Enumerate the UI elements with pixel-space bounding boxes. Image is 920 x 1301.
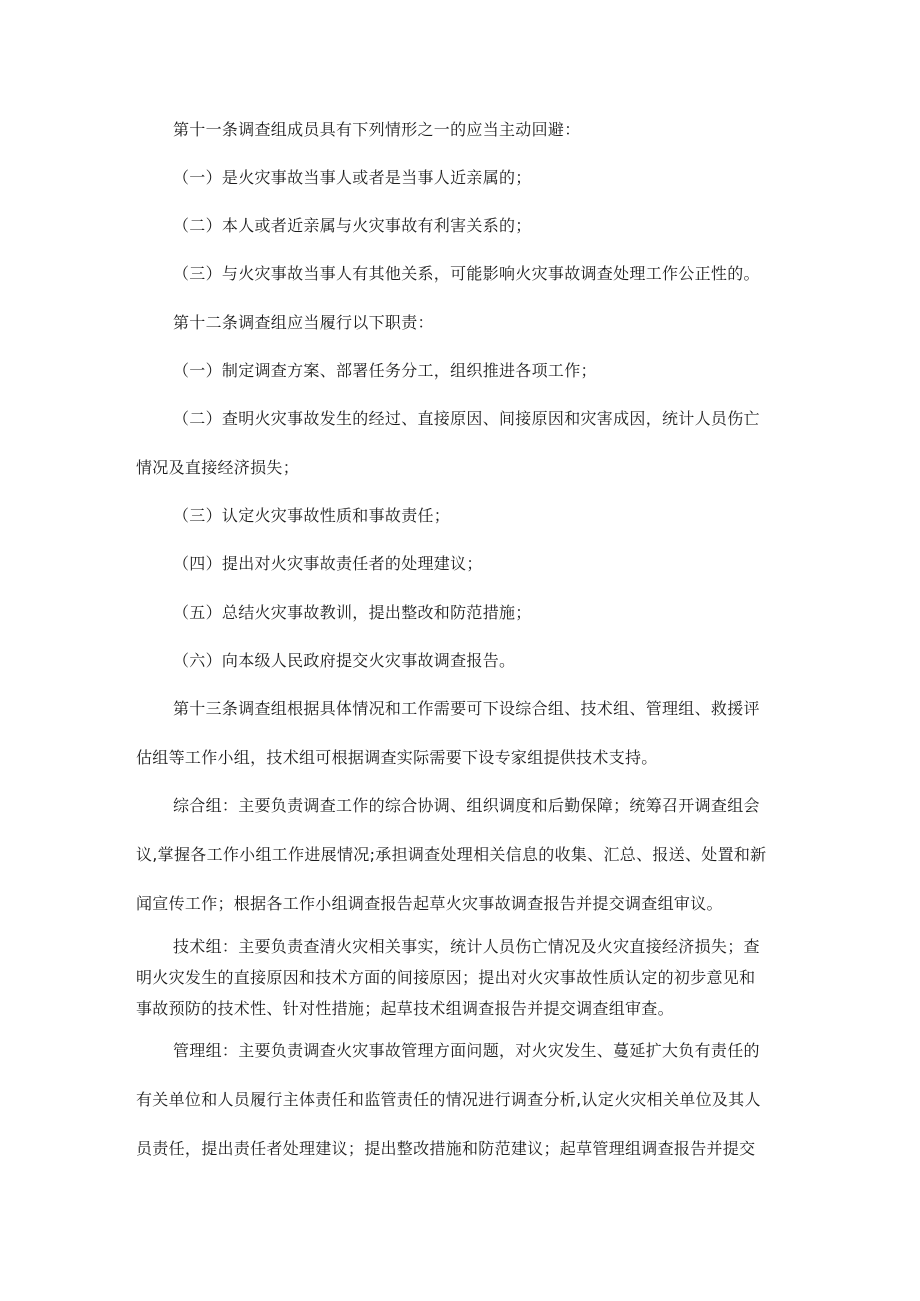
text-line: 闻宣传工作；根据各工作小组调查报告起草火灾事故调查报告并提交调查组审议。 — [136, 894, 723, 913]
text-line: 事故预防的技术性、针对性措施；起草技术组调查报告并提交调查组审查。 — [136, 999, 674, 1018]
group-technical — [136, 937, 792, 1030]
text-line: （一）是火灾事故当事人或者是当事人近亲属的； — [173, 168, 532, 187]
article-12-item-3 — [136, 506, 792, 555]
group-management — [136, 1041, 792, 1188]
article-11-heading — [136, 120, 792, 169]
article-12-item-2 — [136, 409, 792, 507]
text-line: 员责任，提出责任者处理建议；提出整改措施和防范建议；起草管理组调查报告并提交 — [136, 1139, 756, 1158]
text-line: （六）向本级人民政府提交火灾事故调查报告。 — [173, 651, 516, 670]
text-line: 估组等工作小组，技术组可根据调查实际需要下设专家组提供技术支持。 — [136, 748, 658, 767]
text-line: 第十三条调查组根据具体情况和工作需要可下设综合组、技术组、管理组、救援评 — [173, 699, 760, 718]
article-13 — [136, 699, 792, 797]
article-11-item-1 — [136, 168, 792, 217]
text-line: 技术组：主要负责查清火灾相关事实，统计人员伤亡情况及火灾直接经济损失；查 — [173, 937, 760, 956]
text-line: 综合组：主要负责调查工作的综合协调、组织调度和后勤保障；统筹召开调查组会 — [173, 796, 760, 815]
article-12-item-1 — [136, 361, 792, 410]
text-line: 第十一条调查组成员具有下列情形之一的应当主动回避： — [173, 120, 581, 139]
text-line: （二）本人或者近亲属与火灾事故有利害关系的； — [173, 216, 532, 235]
text-line: 管理组：主要负责调查火灾事故管理方面问题，对火灾发生、蔓延扩大负有责任的 — [173, 1041, 760, 1060]
text-line: （四）提出对火灾事故责任者的处理建议； — [173, 554, 483, 573]
text-line: 第十二条调查组应当履行以下职责： — [173, 313, 434, 332]
article-12-item-6 — [136, 651, 792, 700]
text-line: （一）制定调查方案、部署任务分工，组织推进各项工作； — [173, 361, 597, 380]
text-line: 情况及直接经济损失； — [136, 458, 300, 477]
group-comprehensive — [136, 796, 792, 943]
article-11-item-3 — [136, 264, 792, 313]
text-line: （五）总结火灾事故教训，提出整改和防范措施； — [173, 603, 532, 622]
article-12-item-5 — [136, 603, 792, 652]
text-line: （二）查明火灾事故发生的经过、直接原因、间接原因和灾害成因，统计人员伤亡 — [173, 409, 760, 428]
text-line: （三）与火灾事故当事人有其他关系，可能影响火灾事故调查处理工作公正性的。 — [173, 264, 760, 283]
text-line: 有关单位和人员履行主体责任和监管责任的情况进行调查分析,认定火灾相关单位及其人 — [136, 1090, 761, 1109]
article-11-item-2 — [136, 216, 792, 265]
article-12-item-4 — [136, 554, 792, 603]
text-line: 议,掌握各工作小组工作进展情况;承担调查处理相关信息的收集、汇总、报送、处置和新 — [136, 845, 767, 864]
article-12-heading — [136, 313, 792, 362]
text-line: 明火灾发生的直接原因和技术方面的间接原因；提出对火灾事故性质认定的初步意见和 — [136, 968, 756, 987]
text-line: （三）认定火灾事故性质和事故责任； — [173, 506, 451, 525]
